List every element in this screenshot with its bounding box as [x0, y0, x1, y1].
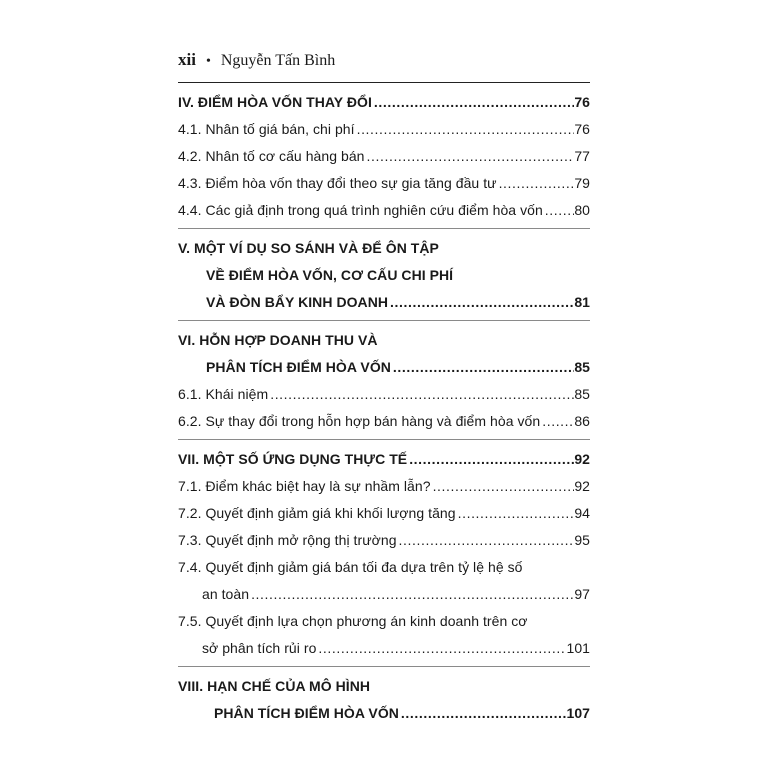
toc-page-number: 81	[574, 294, 590, 310]
toc-page-number: 107	[566, 705, 590, 721]
toc-section-iv	[178, 83, 590, 229]
toc-page-number: 101	[566, 640, 590, 656]
toc-page-number: 85	[574, 359, 590, 375]
dot-leader	[388, 289, 574, 316]
toc-page-number: 76	[574, 121, 590, 137]
toc-heading-line[interactable]	[178, 235, 590, 262]
toc-heading-title-cont: VỀ ĐIỂM HÒA VỐN, CƠ CẤU CHI PHÍ	[206, 267, 454, 283]
toc-heading-title-cont: PHÂN TÍCH ĐIỂM HÒA VỐN	[206, 359, 391, 375]
dot-leader	[456, 500, 575, 527]
dot-leader	[543, 197, 575, 224]
dot-leader	[365, 143, 575, 170]
dot-leader	[355, 116, 575, 143]
toc-page-number: 92	[574, 451, 590, 467]
toc-entry-text: 6.2. Sự thay đổi trong hỗn hợp bán hàng và điểm hòa vốn	[178, 413, 541, 429]
toc-entry-text: 7.4. Quyết định giảm giá bán tối đa dựa trên tỷ lệ hệ số	[178, 559, 523, 575]
toc-heading-title: V. MỘT VÍ DỤ SO SÁNH VÀ ĐỂ ÔN TẬP	[178, 240, 439, 256]
toc-entry-text-cont: an toàn	[202, 586, 250, 602]
dot-leader	[372, 89, 574, 116]
toc-entry-line[interactable]	[178, 554, 590, 581]
toc-heading-title: IV. ĐIỂM HÒA VỐN THAY ĐỔI	[178, 94, 372, 110]
toc-heading-line[interactable]	[178, 327, 590, 354]
toc-entry-row[interactable]	[178, 143, 590, 170]
dot-leader	[268, 381, 574, 408]
toc-entry-row[interactable]	[178, 381, 590, 408]
toc-entry-row[interactable]	[178, 116, 590, 143]
toc-entry-text: 7.5. Quyết định lựa chọn phương án kinh doanh trên cơ	[178, 613, 528, 629]
toc-heading-title: VII. MỘT SỐ ỨNG DỤNG THỰC TẾ	[178, 451, 408, 467]
toc-page-number: 95	[574, 532, 590, 548]
toc-entry-row[interactable]	[178, 635, 590, 662]
toc-section-v	[178, 229, 590, 321]
toc-heading-row[interactable]	[178, 354, 590, 381]
toc-heading-line[interactable]	[178, 673, 590, 700]
toc-entry-row[interactable]	[178, 197, 590, 224]
toc-section-vii	[178, 440, 590, 667]
toc-entry-text: 6.1. Khái niệm	[178, 386, 269, 402]
toc-heading-row[interactable]	[178, 700, 590, 727]
toc-entry-row[interactable]	[178, 500, 590, 527]
toc-entry-row[interactable]	[178, 473, 590, 500]
toc-heading-row[interactable]	[178, 89, 590, 116]
dot-leader	[407, 446, 574, 473]
header-bullet: •	[205, 54, 211, 69]
dot-leader	[399, 700, 567, 727]
toc-page-number: 77	[574, 148, 590, 164]
toc-heading-row[interactable]	[178, 446, 590, 473]
toc-entry-line[interactable]	[178, 608, 590, 635]
toc-entry-text: 7.3. Quyết định mở rộng thị trường	[178, 532, 397, 548]
dot-leader	[397, 527, 575, 554]
dot-leader	[540, 408, 574, 435]
book-page	[178, 50, 590, 731]
toc-entry-text: 7.1. Điểm khác biệt hay là sự nhầm lẫn?	[178, 478, 431, 494]
toc-entry-text: 4.4. Các giả định trong quá trình nghiên cứu điểm hòa vốn	[178, 202, 543, 218]
toc-section-vi	[178, 321, 590, 440]
toc-heading-title: VIII. HẠN CHẾ CỦA MÔ HÌNH	[178, 678, 371, 694]
dot-leader	[497, 170, 575, 197]
toc-page-number: 85	[574, 386, 590, 402]
running-header	[178, 50, 590, 83]
toc-entry-row[interactable]	[178, 408, 590, 435]
header-page-number: xii	[178, 50, 196, 69]
header-author: Nguyễn Tấn Bình	[220, 52, 336, 69]
toc-page-number: 92	[574, 478, 590, 494]
toc-page-number: 79	[574, 175, 590, 191]
toc-entry-row[interactable]	[178, 581, 590, 608]
toc-entry-text-cont: sở phân tích rủi ro	[202, 640, 317, 656]
toc-entry-row[interactable]	[178, 170, 590, 197]
toc-heading-title-cont: PHÂN TÍCH ĐIỂM HÒA VỐN	[214, 705, 399, 721]
toc-page-number: 97	[574, 586, 590, 602]
toc-heading-line[interactable]	[178, 262, 590, 289]
toc-entry-text: 4.3. Điểm hòa vốn thay đổi theo sự gia tăng đầu tư	[178, 175, 497, 191]
toc-section-viii	[178, 667, 590, 731]
toc-entry-text: 7.2. Quyết định giảm giá khi khối lượng tăng	[178, 505, 456, 521]
dot-leader	[249, 581, 574, 608]
dot-leader	[391, 354, 574, 381]
toc-heading-title-cont: VÀ ĐÒN BẨY KINH DOANH	[206, 294, 389, 310]
toc-page-number: 94	[574, 505, 590, 521]
toc-entry-row[interactable]	[178, 527, 590, 554]
toc-heading-row[interactable]	[178, 289, 590, 316]
toc-entry-text: 4.1. Nhân tố giá bán, chi phí	[178, 121, 355, 137]
toc-heading-title: VI. HỖN HỢP DOANH THU VÀ	[178, 332, 378, 348]
toc-page-number: 86	[574, 413, 590, 429]
toc-entry-text: 4.2. Nhân tố cơ cấu hàng bán	[178, 148, 365, 164]
toc-page-number: 76	[574, 94, 590, 110]
toc-page-number: 80	[574, 202, 590, 218]
dot-leader	[431, 473, 575, 500]
dot-leader	[316, 635, 566, 662]
